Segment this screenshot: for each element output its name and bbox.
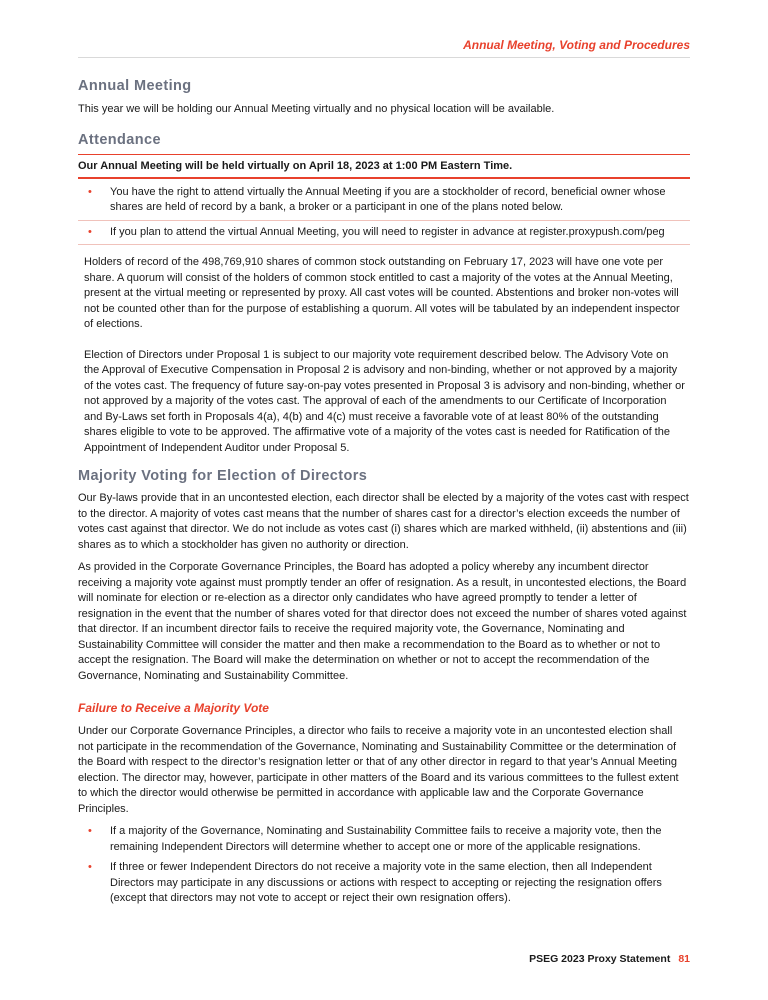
page-footer	[529, 953, 690, 965]
annual-meeting-heading: Annual Meeting	[78, 78, 192, 94]
majority-voting-heading: Majority Voting for Election of Directors	[78, 468, 368, 484]
failure-section	[78, 701, 690, 907]
page-number: 81	[678, 953, 690, 965]
publication-title: PSEG 2023 Proxy Statement	[529, 953, 671, 965]
majority-voting-section	[78, 468, 690, 684]
attendance-paragraph: Holders of record of the 498,769,910 shares of common stock outstanding on February 17, 2023 will have one vote per share. A quorum will consist of the holders of common stock entitled to cast a majority of the votes at the Annual Meeting, present at the virtual meeting or represented by proxy. All cast votes will be counted. Abstentions and broker non-votes will not be counted other than for the purpose of establishing a quorum. All votes will be tabulated by an independent inspector of elections.	[84, 256, 680, 330]
annual-meeting-text: This year we will be holding our Annual Meeting virtually and no physical location will be available.	[78, 103, 555, 115]
attendance-section	[78, 132, 690, 457]
running-header	[78, 38, 690, 58]
list-item	[78, 860, 690, 907]
list-item	[78, 179, 690, 221]
failure-bullet-list	[78, 824, 690, 907]
list-item-text: If you plan to attend the virtual Annual Meeting, you will need to register in advance at register.proxypush.com/peg	[110, 225, 665, 238]
bullet-icon: •	[88, 861, 92, 873]
list-item	[78, 824, 690, 855]
attendance-banner: Our Annual Meeting will be held virtually on April 18, 2023 at 1:00 PM Eastern Time.	[78, 155, 690, 179]
bullet-icon: •	[88, 225, 92, 238]
majority-voting-paragraph: As provided in the Corporate Governance Principles, the Board has adopted a policy whereby any incumbent director receiving a majority vote against must promptly tender an offer of resignation. As a result, in uncontested elections, the Board will nominate for election or re-election as a director only candidates who have agreed promptly to tender a letter of resignation in the event that the number of shares voted for that director does not exceed the number of shares voted against that director. If an incumbent director fails to receive the required majority vote, the Governance, Nominating and Sustainability Committee will consider the matter and then make a recommendation to the Board as to whether or not to accept the resignation. The Board will make the determination on whether or not to accept the recommendation of the Governance, Nominating and Sustainability Committee.	[78, 561, 687, 682]
list-item-text: If three or fewer Independent Directors do not receive a majority vote in the same election, then all Independent Directors may participate in any discussions or actions with respect to accepting or rejecting the resignation offers (except that directors may not vote to accept or reject their own resignation offers).	[110, 861, 662, 904]
list-item	[78, 221, 690, 246]
attendance-bullet-list	[78, 179, 690, 246]
majority-voting-paragraph: Our By-laws provide that in an uncontested election, each director shall be elected by a majority of the votes cast with respect to the director. A majority of votes cast means that the number of shares cast for a director’s election exceeds the number of votes cast against that director. We do not include as votes cast (i) shares which are marked withheld, (ii) abstentions and (iii) shares as to which a stockholder has given no authority or direction.	[78, 492, 689, 551]
annual-meeting-section	[78, 78, 690, 118]
section-title: Annual Meeting, Voting and Procedures	[463, 38, 690, 52]
page-content	[78, 78, 690, 907]
attendance-heading: Attendance	[78, 131, 161, 148]
list-item-text: You have the right to attend virtually the Annual Meeting if you are a stockholder of record, beneficial owner whose shares are held of record by a bank, a broker or a participant in one of the plans noted below.	[110, 185, 666, 213]
list-item-text: If a majority of the Governance, Nominating and Sustainability Committee fails to receive a majority vote, then the remaining Independent Directors will determine whether to accept one or more of the applicable resignations.	[110, 825, 662, 853]
failure-heading: Failure to Receive a Majority Vote	[78, 701, 269, 715]
bullet-icon: •	[88, 825, 92, 837]
bullet-icon: •	[88, 185, 92, 198]
attendance-paragraph: Election of Directors under Proposal 1 is subject to our majority vote requirement described below. The Advisory Vote on the Approval of Executive Compensation in Proposal 2 is advisory and non-binding, whether or not approved by a majority of the votes cast. The frequency of future say-on-pay votes presented in Proposal 3 is advisory and non-binding, whether or not approved by a majority of the votes cast. The approval of each of the amendments to our Certificate of Incorporation and By-Laws set forth in Proposals 4(a), 4(b) and 4(c) must receive a favorable vote of at least 80% of the outstanding shares eligible to vote to be approved. The affirmative vote of a majority of the votes cast is needed for Ratification of the Appointment of Independent Auditor under Proposal 5.	[84, 348, 685, 454]
failure-paragraph: Under our Corporate Governance Principles, a director who fails to receive a majority vote in an uncontested election shall not participate in the recommendation of the Governance, Nominating and Sustainability Committee or the determination of the Board with respect to the director’s resignation letter or that of any other director in regard to that year’s Annual Meeting election. The director may, however, participate in other matters of the Board and its various committees to the fullest extent to which the director would otherwise be permitted in accordance with applicable law and the Corporate Governance Principles.	[78, 725, 679, 815]
